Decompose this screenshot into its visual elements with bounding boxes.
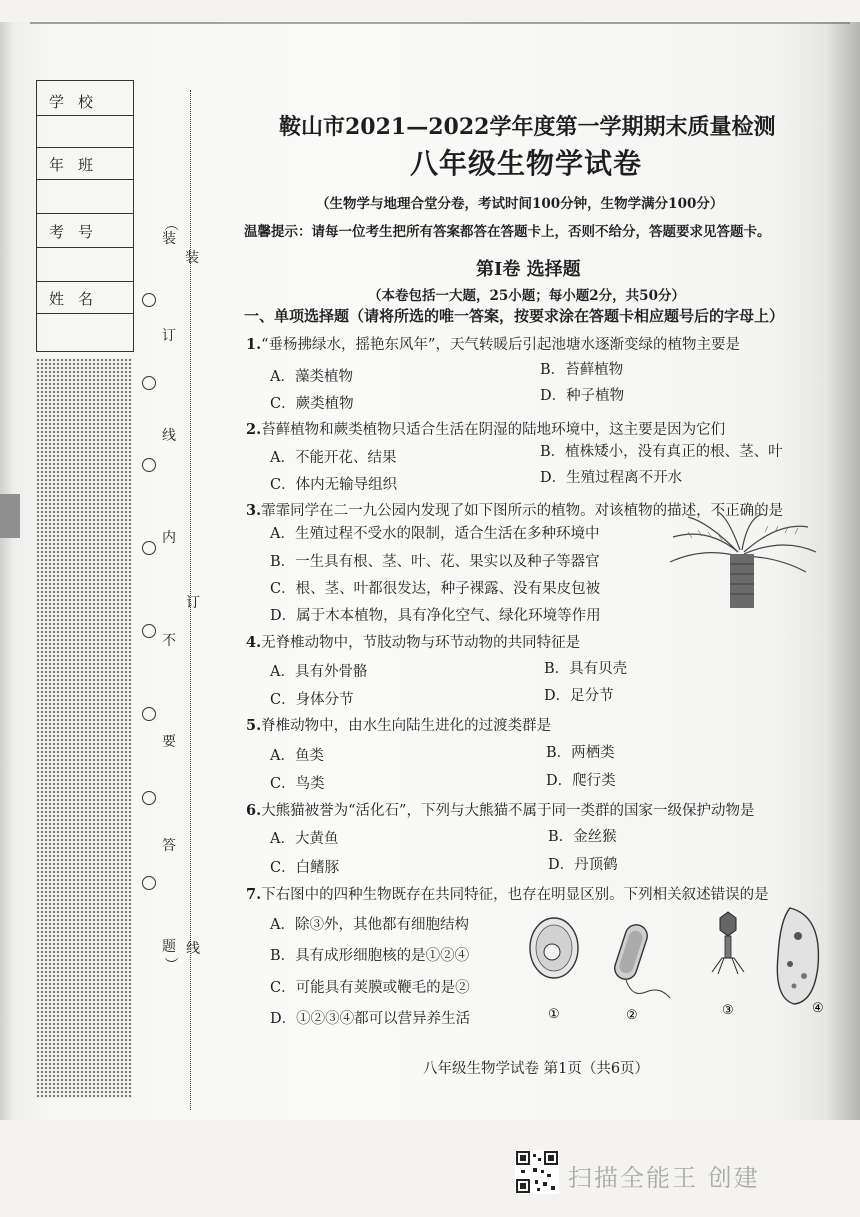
exam-reminder: 温馨提示：请每一位考生把所有答案都答在答题卡上，否则不给分，答题要求见答题卡。	[244, 224, 771, 240]
field-exam-number-label: 考号	[49, 223, 108, 241]
figure-label: ①	[548, 1007, 560, 1022]
page-footer: 八年级生物学试卷 第1页（共6页）	[423, 1061, 650, 1077]
binding-hole	[142, 707, 156, 721]
option: C．身体分节	[270, 692, 354, 708]
option: A．具有外骨骼	[270, 664, 368, 680]
question-2: 2.苔藓植物和蕨类植物只适合生活在阴湿的陆地环境中，这主要是因为它们	[246, 421, 726, 438]
option: D．种子植物	[540, 388, 625, 404]
binding-char: 不	[162, 633, 176, 649]
section-description: （本卷包括一大题，25小题；每小题2分，共50分）	[368, 288, 685, 304]
figure-label: ③	[722, 1003, 734, 1018]
figure-label: ②	[626, 1008, 638, 1023]
option: D．足分节	[544, 688, 614, 704]
option: C．体内无输导组织	[270, 477, 398, 493]
question-7: 7.下右图中的四种生物既存在共同特征，也存在明显区别。下列相关叙述错误的是	[246, 886, 769, 903]
question-1: 1.“垂杨拂绿水，摇艳东风年”，天气转暖后引起池塘水逐渐变绿的植物主要是	[246, 336, 740, 353]
option: B．具有贝壳	[544, 661, 628, 677]
binding-hole	[142, 458, 156, 472]
option: A．不能开花、结果	[270, 450, 397, 466]
binding-char: ）	[162, 957, 178, 971]
binding-char: 装	[185, 250, 199, 266]
dotted-margin-panel	[36, 358, 132, 1098]
part-heading: 一、单项选择题（请将所选的唯一答案，按要求涂在答题卡相应题号后的字母上）	[244, 307, 785, 325]
option: C．白鳍豚	[270, 860, 340, 876]
option: B．金丝猴	[548, 829, 617, 845]
figure-label: ④	[812, 1001, 824, 1016]
organism-2-bacterium	[612, 922, 670, 998]
cycad-plant-image	[668, 512, 818, 612]
question-3: 3.霏霏同学在二一九公园内发现了如下图所示的植物。对该植物的描述，不正确的是	[246, 502, 784, 519]
option: B．具有成形细胞核的是①②④	[270, 948, 470, 964]
field-school-label: 学校	[49, 93, 108, 111]
option: D．生殖过程离不开水	[540, 470, 683, 486]
student-info-table	[36, 80, 134, 352]
binding-char: 装	[162, 231, 176, 247]
side-tab	[0, 494, 20, 538]
scan-top-edge	[30, 22, 850, 24]
binding-hole	[142, 791, 156, 805]
binding-hole	[142, 376, 156, 390]
option: C．鸟类	[270, 776, 325, 792]
binding-char: 订	[186, 595, 200, 611]
section-title: 第Ⅰ卷 选择题	[476, 259, 581, 280]
binding-char: 要	[162, 734, 176, 750]
organism-3-virus	[712, 912, 744, 974]
exam-subtitle: 八年级生物学试卷	[410, 147, 643, 180]
binding-hole	[142, 876, 156, 890]
option: C．根、茎、叶都很发达，种子裸露、没有果皮包被	[270, 581, 601, 597]
binding-hole	[142, 541, 156, 555]
question-4: 4.无脊椎动物中，节肢动物与环节动物的共同特征是	[246, 634, 581, 651]
option: D．属于木本植物，具有净化空气、绿化环境等作用	[270, 608, 601, 624]
option: D．丹顶鹤	[548, 857, 618, 873]
question-6: 6.大熊猫被誉为“活化石”，下列与大熊猫不属于同一类群的国家一级保护动物是	[246, 802, 755, 819]
option: B．两栖类	[546, 745, 615, 761]
option: D．①②③④都可以营异养生活	[270, 1011, 471, 1027]
binding-char: 答	[162, 838, 176, 854]
exam-note: （生物学与地理合堂分卷，考试时间100分钟，生物学满分100分）	[316, 196, 724, 212]
binding-char: 订	[162, 328, 176, 344]
binding-char: 线	[162, 428, 176, 444]
scanner-watermark: 扫描全能王 创建	[568, 1164, 760, 1192]
binding-hole	[142, 293, 156, 307]
binding-char: 线	[186, 941, 200, 957]
exam-title: 鞍山市2021—2022学年度第一学期期末质量检测	[279, 114, 776, 140]
option: B．一生具有根、茎、叶、花、果实以及种子等器官	[270, 554, 600, 570]
binding-char: 内	[162, 530, 176, 546]
binding-char: （	[162, 217, 178, 231]
option: A．除③外，其他都有细胞结构	[270, 917, 469, 933]
option: C．蕨类植物	[270, 396, 354, 412]
option: A．大黄鱼	[270, 831, 339, 847]
option: D．爬行类	[546, 773, 616, 789]
scan-edge-shadow	[0, 22, 14, 1120]
organism-4-paramecium	[777, 908, 818, 1004]
four-organisms-figure	[522, 906, 832, 1026]
binding-char: 题	[162, 939, 176, 955]
option: A．鱼类	[270, 748, 324, 764]
option: A．藻类植物	[270, 369, 353, 385]
qr-code-icon	[515, 1150, 559, 1194]
option: C．可能具有荚膜或鞭毛的是②	[270, 980, 470, 996]
field-name-label: 姓名	[49, 290, 108, 308]
binding-hole	[142, 624, 156, 638]
organism-1-cell	[530, 918, 578, 978]
option: B．植株矮小，没有真正的根、茎、叶	[540, 444, 783, 460]
option: A．生殖过程不受水的限制，适合生活在多种环境中	[270, 526, 600, 542]
option: B．苔藓植物	[540, 362, 624, 378]
field-class-label: 年班	[49, 156, 108, 174]
question-5: 5.脊椎动物中，由水生向陆生进化的过渡类群是	[246, 717, 552, 734]
